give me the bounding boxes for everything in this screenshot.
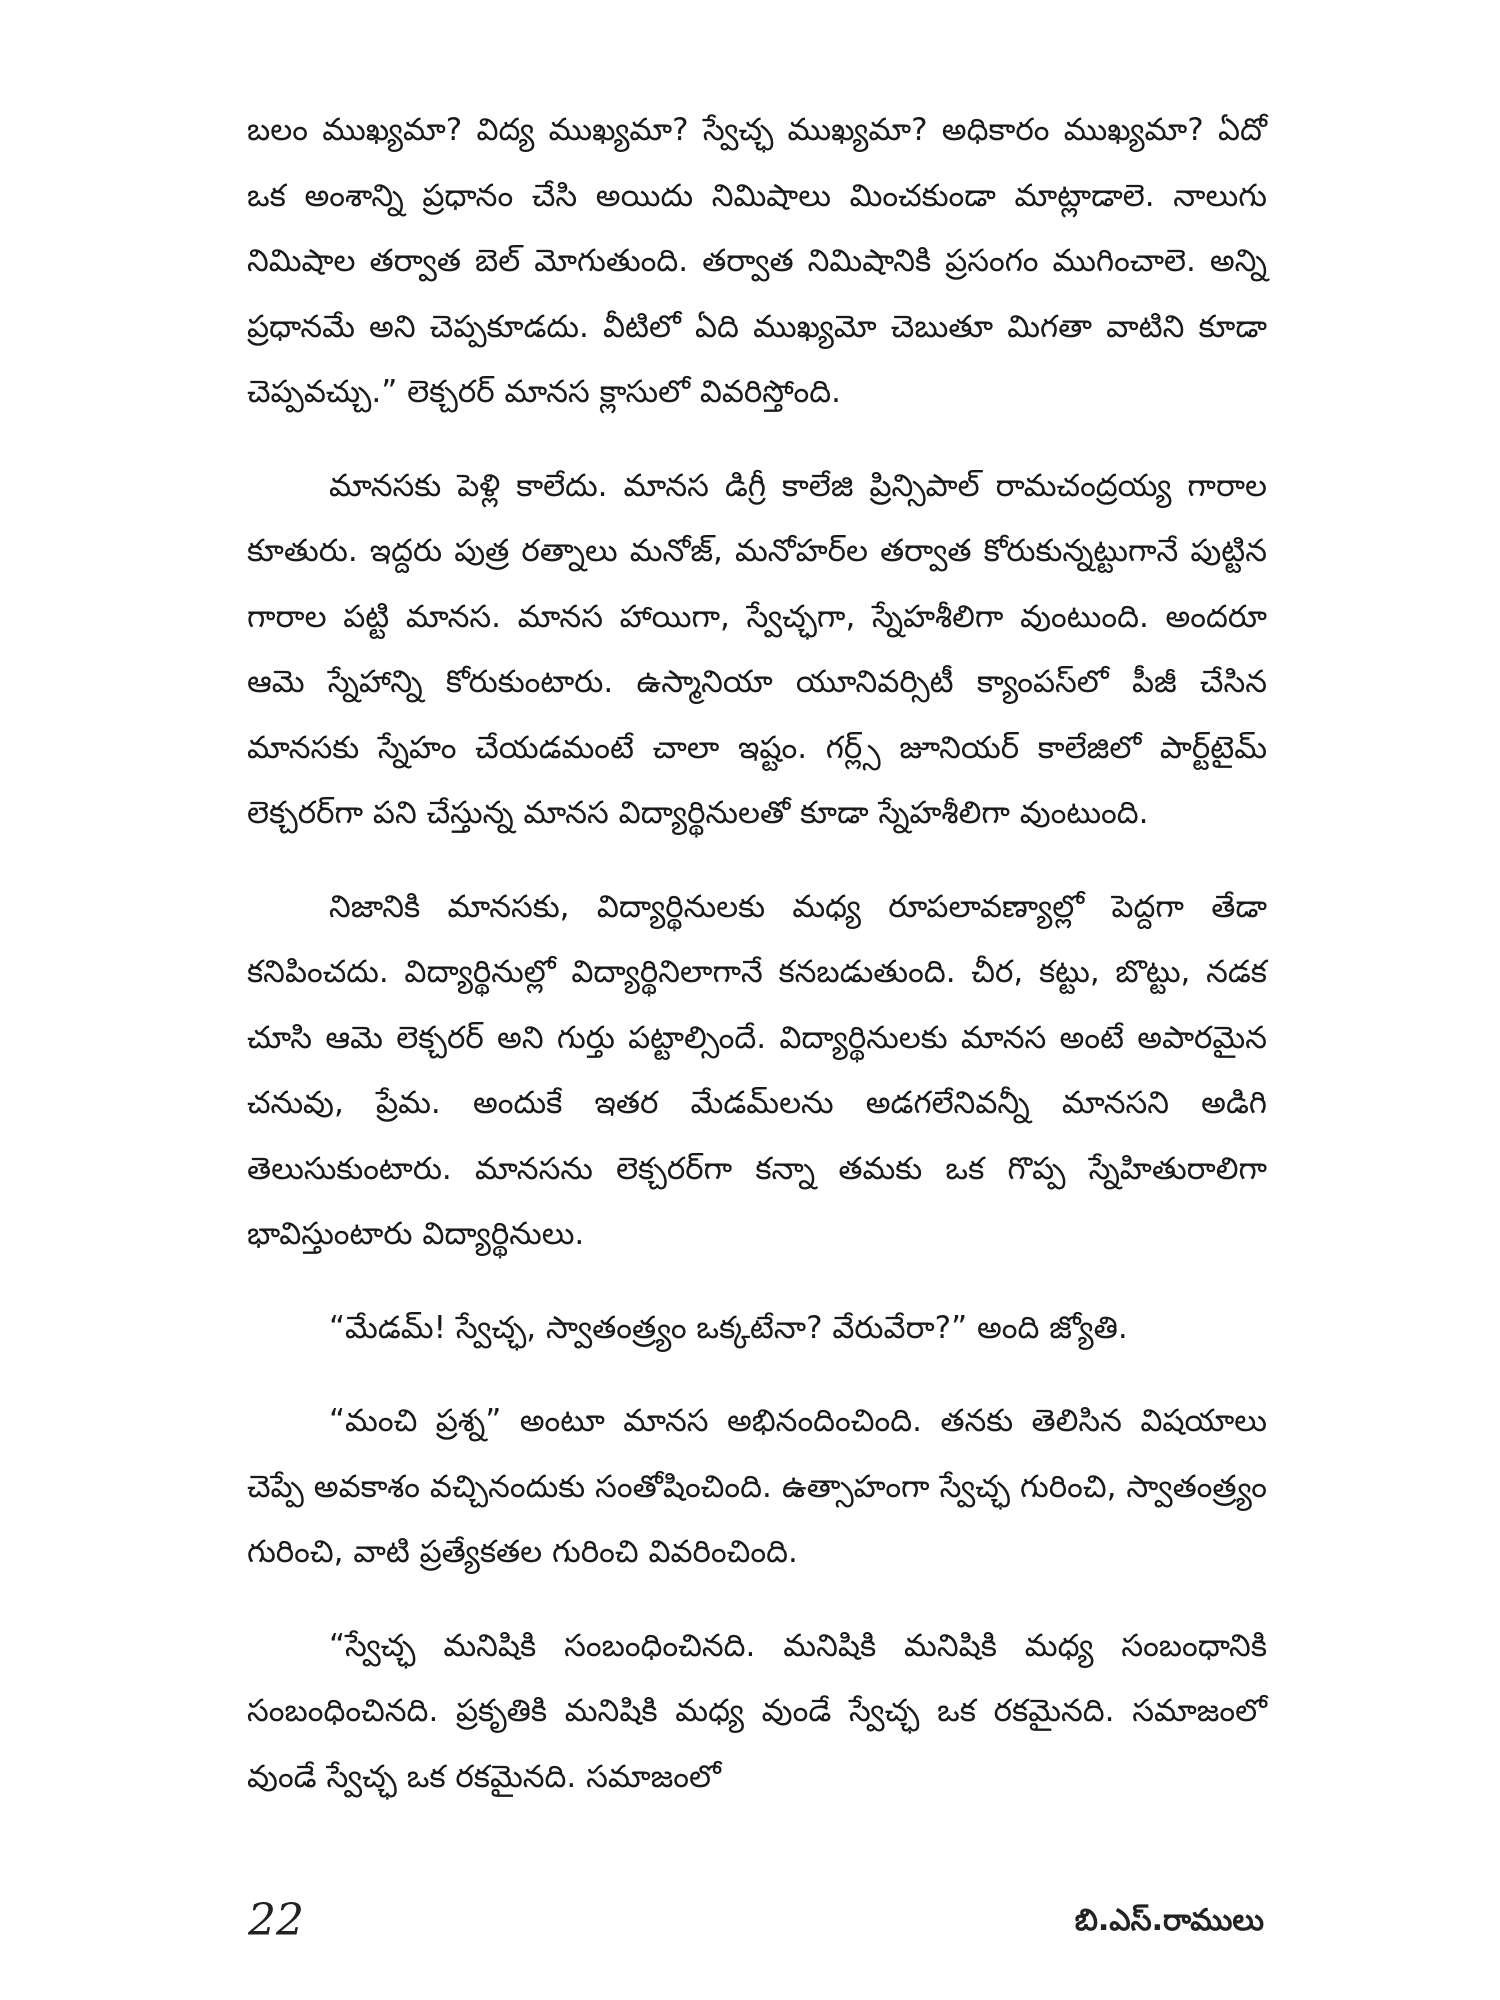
paragraph-5: “మంచి ప్రశ్న” అంటూ మానస అభినందించింది. తనకు తెలిసిన విషయాలు చెప్పే అవకాశం వచ్చినందుకు సంతోషించింది. ఉత్సాహంగా స్వేచ్ఛ గురించి, స్వాతంత్ర్యం గురించి, వాటి ప్రత్యేకతల గురించి వివరించింది. xyxy=(247,1403,1267,1570)
page-text-body xyxy=(247,98,1267,1838)
paragraph-2: మానసకు పెళ్లి కాలేదు. మానస డిగ్రీ కాలేజి ప్రిన్సిపాల్ రామచంద్రయ్య గారాల కూతురు. ఇద్దరు పుత్ర రత్నాలు మనోజ్, మనోహర్‌ల తర్వాత కోరుకున్నట్టుగానే పుట్టిన గారాల పట్టి మానస. మానస హాయిగా, స్వేచ్ఛగా, స్నేహశీలిగా వుంటుంది. అందరూ ఆమె స్నేహాన్ని కోరుకుంటారు. ఉస్మానియా యూనివర్సిటీ క్యాంపస్‌లో పీజీ చేసిన మానసకు స్నేహం చేయడమంటే చాలా ఇష్టం. గర్ల్స్ జూనియర్ కాలేజిలో పార్ట్‌టైమ్ లెక్చరర్‌గా పని చేస్తున్న మానస విద్యార్థినులతో కూడా స్నేహశీలిగా వుంటుంది. xyxy=(247,467,1267,831)
author-name: బి.ఎస్.రాములు xyxy=(1074,1903,1264,1938)
paragraph-3: నిజానికి మానసకు, విద్యార్థినులకు మధ్య రూపలావణ్యాల్లో పెద్దగా తేడా కనిపించదు. విద్యార్థినుల్లో విద్యార్థినిలాగానే కనబడుతుంది. చీర, కట్టు, బొట్టు, నడక చూసి ఆమె లెక్చరర్ అని గుర్తు పట్టాల్సిందే. విద్యార్థినులకు మానస అంటే అపారమైన చనువు, ప్రేమ. అందుకే ఇతర మేడమ్‌లను అడగలేనివన్నీ మానసని అడిగి తెలుసుకుంటారు. మానసను లెక్చరర్‌గా కన్నా తమకు ఒక గొప్ప స్నేహితురాలిగా భావిస్తుంటారు విద్యార్థినులు. xyxy=(247,888,1267,1252)
paragraph-4: “మేడమ్! స్వేచ్ఛ, స్వాతంత్ర్యం ఒక్కటేనా? వేరువేరా?” అంది జ్యోతి. xyxy=(329,1309,1128,1346)
paragraph-1: బలం ముఖ్యమా? విద్య ముఖ్యమా? స్వేచ్ఛ ముఖ్యమా? అధికారం ముఖ్యమా? ఏదో ఒక అంశాన్ని ప్రధానం చేసి అయిదు నిమిషాలు మించకుండా మాట్లాడాలె. నాలుగు నిమిషాల తర్వాత బెల్ మోగుతుంది. తర్వాత నిమిషానికి ప్రసంగం ముగించాలె. అన్ని ప్రధానమే అని చెప్పకూడదు. వీటిలో ఏది ముఖ్యమో చెబుతూ మిగతా వాటిని కూడా చెప్పవచ్చు.” లెక్చరర్ మానస క్లాసులో వివరిస్తోంది. xyxy=(247,112,1267,410)
paragraph-6: “స్వేచ్ఛ మనిషికి సంబంధించినది. మనిషికి మనిషికి మధ్య సంబంధానికి సంబంధించినది. ప్రకృతికి మనిషికి మధ్య వుండే స్వేచ్ఛ ఒక రకమైనది. సమాజంలో వుండే స్వేచ్ఛ ఒక రకమైనది. సమాజంలో xyxy=(247,1627,1267,1795)
page-number: 22 xyxy=(248,1895,304,1946)
